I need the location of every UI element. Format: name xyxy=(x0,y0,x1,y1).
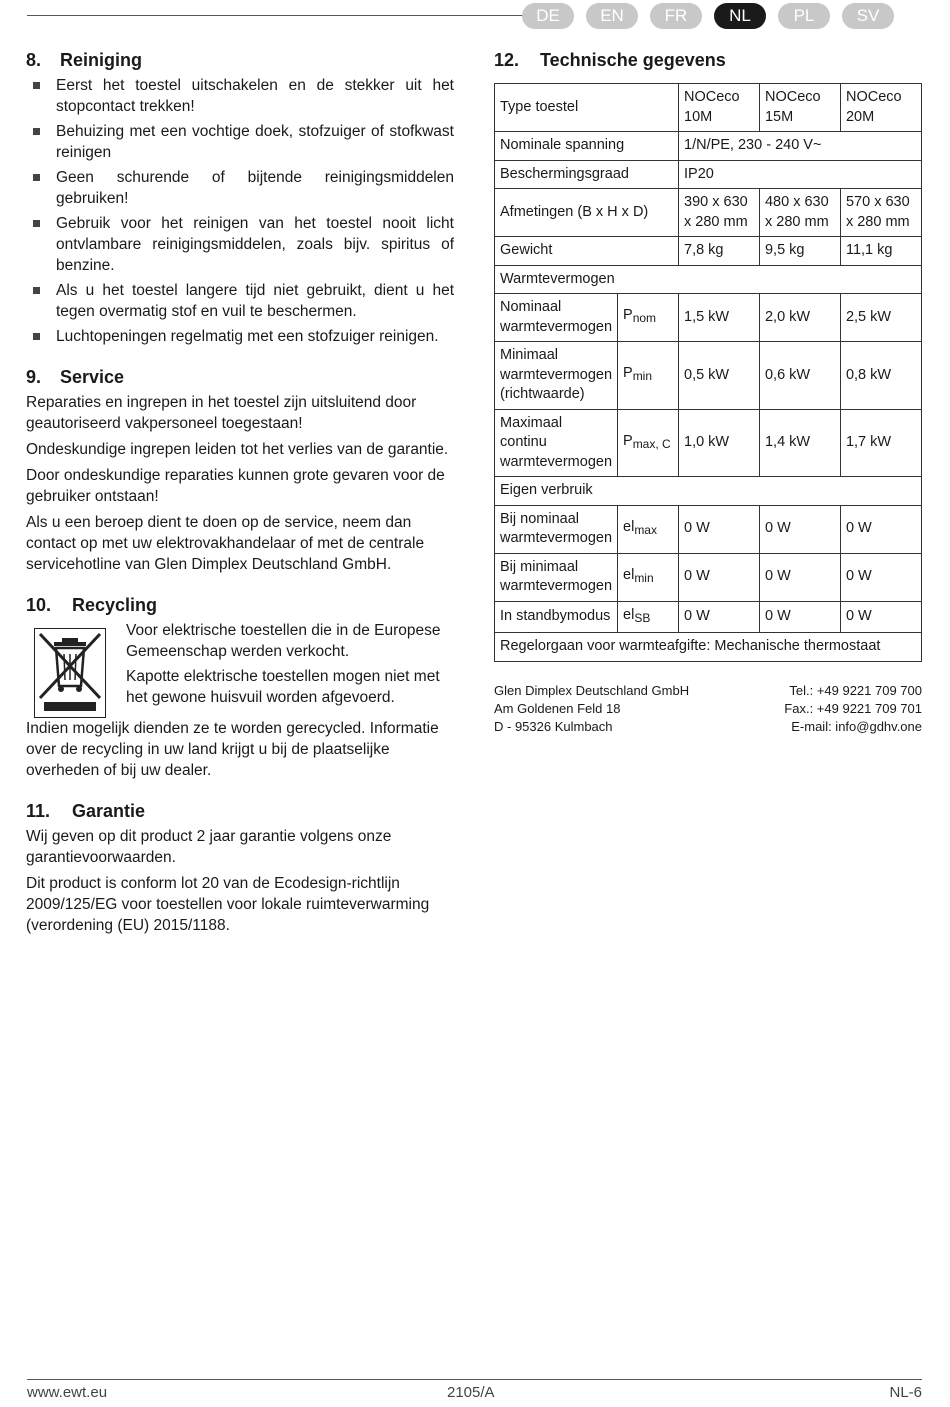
table-cell: Afmetingen (B x H x D) xyxy=(495,189,679,237)
right-column xyxy=(494,50,922,736)
table-row xyxy=(495,409,922,477)
header-rule xyxy=(27,15,527,16)
city: D - 95326 Kulmbach xyxy=(494,718,613,734)
section-garantie xyxy=(26,801,454,936)
table-cell: 1,5 kW xyxy=(679,294,760,342)
bullet-icon xyxy=(33,82,40,89)
table-row xyxy=(495,601,922,633)
table-row xyxy=(495,505,922,553)
table-cell: 9,5 kg xyxy=(759,237,840,266)
section-service xyxy=(26,367,454,575)
table-row xyxy=(495,160,922,189)
symbol-cell: $P_{nom}$ xyxy=(618,294,679,342)
bullet-icon xyxy=(33,287,40,294)
table-group-header: Warmtevermogen xyxy=(495,265,922,294)
table-cell: 0 W xyxy=(840,553,921,601)
recycling-heading: 10. Recycling xyxy=(26,595,158,615)
email[interactable]: E-mail: info@gdhv.one xyxy=(791,718,922,734)
table-cell: Type toestel xyxy=(495,84,679,132)
footer-doc-code: 2105/A xyxy=(447,1384,495,1401)
table-cell: 480 x 630 x 280 mm xyxy=(759,189,840,237)
list-item: Luchtopeningen regelmatig met een stofzuiger reinigen. xyxy=(26,326,454,347)
table-cell: 0 W xyxy=(679,505,760,553)
table-group-header: Eigen verbruik xyxy=(495,477,922,506)
table-cell: 0 W xyxy=(840,601,921,633)
footer-website[interactable]: www.ewt.eu xyxy=(27,1384,108,1401)
fax: Fax.: +49 9221 709 701 xyxy=(784,700,922,716)
recycling-side-text xyxy=(126,620,454,718)
table-row xyxy=(495,132,922,161)
tech-heading: 12. Technische gegevens xyxy=(494,50,726,70)
table-row xyxy=(495,342,922,410)
phone: Tel.: +49 9221 709 700 xyxy=(789,682,922,698)
table-cell: 0 W xyxy=(679,553,760,601)
bullet-icon xyxy=(33,174,40,181)
reiniging-heading: 8. Reiniging xyxy=(26,50,142,70)
list-item: Geen schurende of bijtende reinigingsmiddelen gebruiken! xyxy=(26,167,454,209)
symbol-cell: $P_{min}$ xyxy=(618,342,679,410)
table-cell: Nominaal warmtevermogen xyxy=(495,294,618,342)
table-cell: 2,0 kW xyxy=(759,294,840,342)
table-cell: 0,5 kW xyxy=(679,342,760,410)
table-cell: 0,6 kW xyxy=(759,342,840,410)
garantie-paragraph: Dit product is conform lot 20 van de Ecodesign-richtlijn 2009/125/EG voor toestellen voor lokale ruimteverwarming (verordening (EU) 2015/1188. xyxy=(26,875,430,934)
contact-numbers xyxy=(784,682,922,736)
table-cell: NOCeco 15M xyxy=(759,84,840,132)
garantie-paragraph: Wij geven op dit product 2 jaar garantie volgens onze garantievoorwaarden. xyxy=(26,828,392,866)
recycling-paragraph: Kapotte elektrische toestellen mogen niet met het gewone huisvuil worden afgevoerd. xyxy=(126,668,440,706)
symbol-cell: $el_{min}$ xyxy=(618,553,679,601)
tab-en[interactable]: EN xyxy=(586,3,638,29)
bullet-icon xyxy=(33,333,40,340)
table-cell: NOCeco 20M xyxy=(840,84,921,132)
address xyxy=(494,682,689,736)
table-cell: Bij minimaal warmtevermogen xyxy=(495,553,618,601)
table-cell: 1,0 kW xyxy=(679,409,760,477)
street: Am Goldenen Feld 18 xyxy=(494,700,621,716)
list-item: Eerst het toestel uitschakelen en de stekker uit het stopcontact trekken! xyxy=(26,75,454,117)
table-cell: NOCeco 10M xyxy=(679,84,760,132)
company-name: Glen Dimplex Deutschland GmbH xyxy=(494,682,690,698)
section-recycling xyxy=(26,595,454,781)
list-item: Gebruik voor het reinigen van het toestel nooit licht ontvlambare reinigingsmiddelen, zoals bijv. spiritus of benzine. xyxy=(26,213,454,276)
section-reiniging xyxy=(26,50,454,347)
bullet-icon xyxy=(33,220,40,227)
footer-page-number: NL-6 xyxy=(889,1384,922,1401)
contact-block xyxy=(494,682,922,736)
table-cell: 0 W xyxy=(679,601,760,633)
weee-bin-icon xyxy=(34,628,106,718)
table-cell: 1/N/PE, 230 - 240 V~ xyxy=(679,132,922,161)
table-cell: 0 W xyxy=(759,553,840,601)
footer-rule xyxy=(27,1379,922,1380)
symbol-cell: $P_{max, C}$ xyxy=(618,409,679,477)
list-item: Als u het toestel langere tijd niet gebruikt, dient u het tegen overmatig stof en vuil te beschermen. xyxy=(26,280,454,322)
tab-de[interactable]: DE xyxy=(522,3,574,29)
table-row xyxy=(495,553,922,601)
table-cell: 11,1 kg xyxy=(840,237,921,266)
tab-fr[interactable]: FR xyxy=(650,3,702,29)
recycling-intro xyxy=(26,620,454,718)
table-cell: 570 x 630 x 280 mm xyxy=(840,189,921,237)
table-row xyxy=(495,477,922,506)
table-cell: Regelorgaan voor warmteafgifte: Mechanische thermostaat xyxy=(495,633,922,662)
table-row xyxy=(495,633,922,662)
table-cell: 390 x 630 x 280 mm xyxy=(679,189,760,237)
table-row xyxy=(495,265,922,294)
table-cell: 0,8 kW xyxy=(840,342,921,410)
service-paragraph: Ondeskundige ingrepen leiden tot het verlies van de garantie. xyxy=(26,441,449,458)
service-paragraph: Reparaties en ingrepen in het toestel zijn uitsluitend door geautoriseerd vakpersoneel toegestaan! xyxy=(26,394,417,432)
table-cell: Gewicht xyxy=(495,237,679,266)
table-cell: 0 W xyxy=(759,505,840,553)
table-cell: Minimaal warmtevermogen (richtwaarde) xyxy=(495,342,618,410)
recycling-paragraph: Voor elektrische toestellen die in de Europese Gemeenschap werden verkocht. xyxy=(126,622,441,660)
tech-table xyxy=(494,83,922,662)
table-cell: 0 W xyxy=(840,505,921,553)
tab-nl[interactable]: NL xyxy=(714,3,766,29)
table-cell: 7,8 kg xyxy=(679,237,760,266)
service-paragraph: Door ondeskundige reparaties kunnen grote gevaren voor de gebruiker ontstaan! xyxy=(26,467,445,505)
symbol-cell: $el_{max}$ xyxy=(618,505,679,553)
service-heading: 9. Service xyxy=(26,367,125,387)
bullet-icon xyxy=(33,128,40,135)
table-cell: Maximaal continu warmtevermogen xyxy=(495,409,618,477)
table-row xyxy=(495,294,922,342)
table-cell: Bij nominaal warmtevermogen xyxy=(495,505,618,553)
tab-pl[interactable]: PL xyxy=(778,3,830,29)
table-row xyxy=(495,189,922,237)
tab-sv[interactable]: SV xyxy=(842,3,894,29)
garantie-heading: 11. Garantie xyxy=(26,801,146,821)
table-cell: IP20 xyxy=(679,160,922,189)
left-column xyxy=(26,50,454,956)
symbol-cell: $el_{SB}$ xyxy=(618,601,679,633)
table-cell: 2,5 kW xyxy=(840,294,921,342)
language-tabs xyxy=(522,3,894,29)
table-cell: Beschermingsgraad xyxy=(495,160,679,189)
list-item: Behuizing met een vochtige doek, stofzuiger of stofkwast reinigen xyxy=(26,121,454,163)
table-row xyxy=(495,84,922,132)
table-row xyxy=(495,237,922,266)
table-cell: 0 W xyxy=(759,601,840,633)
table-cell: Nominale spanning xyxy=(495,132,679,161)
reiniging-list xyxy=(26,75,454,347)
table-cell: In standbymodus xyxy=(495,601,618,633)
recycling-paragraph: Indien mogelijk dienden ze te worden gerecycled. Informatie over de recycling in uw land krijgt u bij de plaatselijke overheden of bij uw dealer. xyxy=(26,720,439,779)
table-cell: 1,7 kW xyxy=(840,409,921,477)
table-cell: 1,4 kW xyxy=(759,409,840,477)
service-paragraph: Als u een beroep dient te doen op de service, neem dan contact op met uw elektrovakhandelaar of met de centrale servicehotline van Glen Dimplex Deutschland GmbH. xyxy=(26,514,425,573)
